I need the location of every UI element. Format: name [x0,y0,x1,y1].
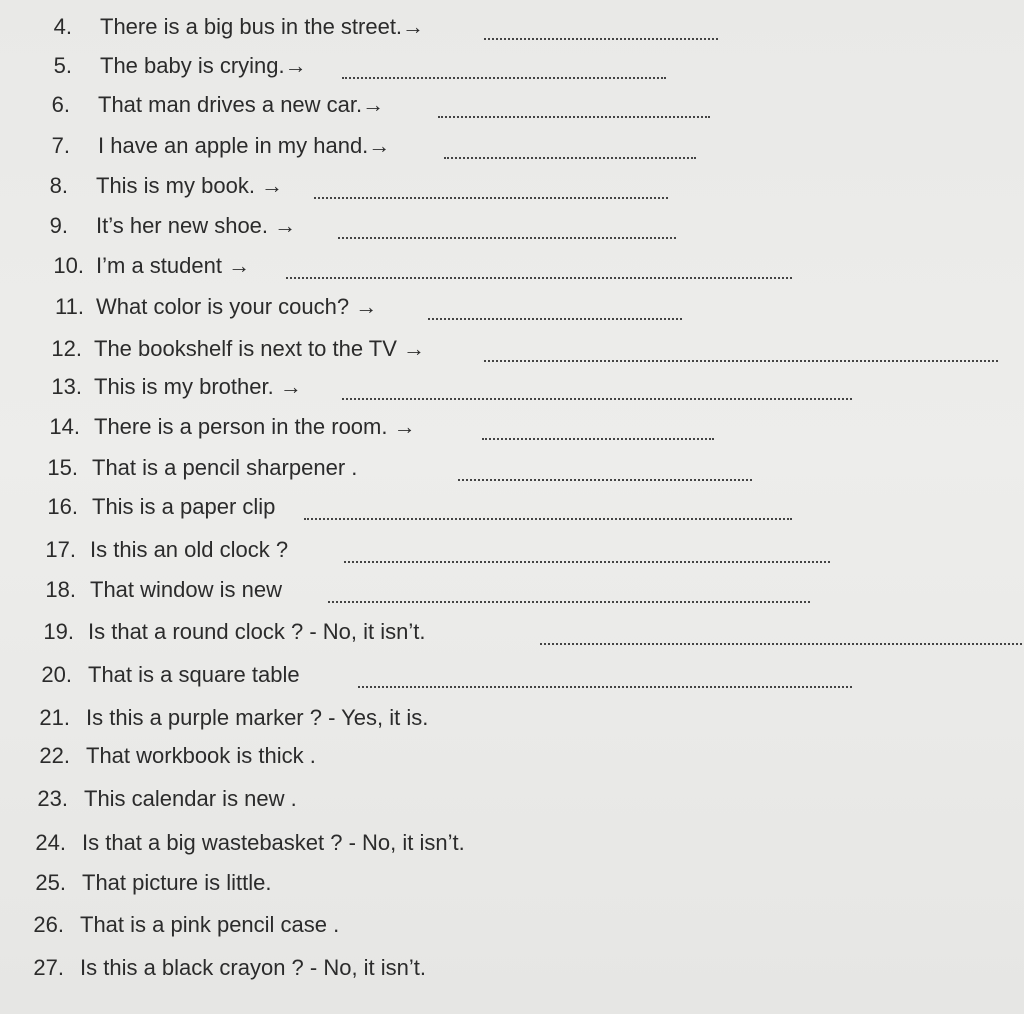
answer-line[interactable] [482,438,714,440]
item-text: What color is your couch? → [96,294,378,319]
list-item [0,660,1024,690]
list-item [0,828,1024,858]
answer-line[interactable] [438,116,710,118]
item-number: 14. [49,414,80,439]
item-number: 27. [33,955,64,980]
answer-line[interactable] [328,601,810,603]
item-text: That workbook is thick . [86,743,316,768]
item-text: That man drives a new car.→ [98,92,385,117]
answer-line[interactable] [286,277,792,279]
item-number: 20. [41,662,72,687]
item-number: 19. [43,619,74,644]
answer-line[interactable] [314,197,668,199]
list-item [0,617,1024,647]
answer-line[interactable] [540,643,1022,645]
list-item [0,575,1024,605]
list-item [0,90,1024,120]
item-text: This is my book. → [96,173,284,198]
list-item [0,251,1024,281]
item-number: 22. [39,743,70,768]
item-number: 6. [51,92,70,117]
item-text: Is this an old clock ? [90,537,289,562]
item-text: This calendar is new . [84,786,297,811]
list-item [0,292,1024,322]
list-item [0,910,1024,940]
item-text: I’m a student → [96,253,251,278]
item-number: 23. [37,786,68,811]
list-item [0,953,1024,983]
item-number: 15. [47,455,78,480]
answer-line[interactable] [428,318,682,320]
list-item [0,453,1024,483]
answer-line[interactable] [484,38,718,40]
list-item [0,12,1024,42]
list-item [0,492,1024,522]
item-text: There is a big bus in the street.→ [100,14,425,39]
answer-line[interactable] [358,686,852,688]
list-item [0,741,1024,771]
item-text: Is that a round clock ? - No, it isn’t. [88,619,426,644]
item-text: This is my brother. → [94,374,302,399]
item-text: That picture is little. [82,870,272,895]
item-text: It’s her new shoe. → [96,213,297,238]
list-item [0,211,1024,241]
list-item [0,412,1024,442]
item-number: 18. [45,577,76,602]
item-text: I have an apple in my hand.→ [98,133,391,158]
item-text: There is a person in the room. → [94,414,416,439]
list-item [0,535,1024,565]
answer-line[interactable] [444,157,696,159]
item-number: 9. [49,213,68,238]
item-text: This is a paper clip [92,494,276,519]
item-text: Is that a big wastebasket ? - No, it isn’t. [82,830,465,855]
item-number: 16. [47,494,78,519]
item-number: 13. [51,374,82,399]
item-text: The baby is crying.→ [100,53,307,78]
item-number: 10. [53,253,84,278]
answer-line[interactable] [342,398,852,400]
answer-line[interactable] [484,360,998,362]
item-text: That is a pencil sharpener . [92,455,358,480]
list-item [0,703,1024,733]
answer-line[interactable] [458,479,752,481]
item-number: 12. [51,336,82,361]
list-item [0,171,1024,201]
answer-line[interactable] [338,237,676,239]
item-number: 4. [53,14,72,39]
item-number: 24. [35,830,66,855]
list-item [0,868,1024,898]
answer-line[interactable] [344,561,830,563]
item-text: Is this a purple marker ? - Yes, it is. [86,705,429,730]
item-number: 7. [51,133,70,158]
answer-line[interactable] [304,518,792,520]
item-number: 8. [49,173,68,198]
item-number: 17. [45,537,76,562]
item-text: That window is new [90,577,282,602]
item-number: 5. [53,53,72,78]
item-number: 25. [35,870,66,895]
list-item [0,372,1024,402]
list-item [0,334,1024,364]
item-text: That is a pink pencil case . [80,912,340,937]
item-text: Is this a black crayon ? - No, it isn’t. [80,955,427,980]
list-item [0,131,1024,161]
list-item [0,51,1024,81]
answer-line[interactable] [342,77,666,79]
item-text: The bookshelf is next to the TV → [94,336,425,361]
item-number: 21. [39,705,70,730]
list-item [0,784,1024,814]
item-number: 11. [55,294,84,319]
item-number: 26. [33,912,64,937]
item-text: That is a square table [88,662,300,687]
